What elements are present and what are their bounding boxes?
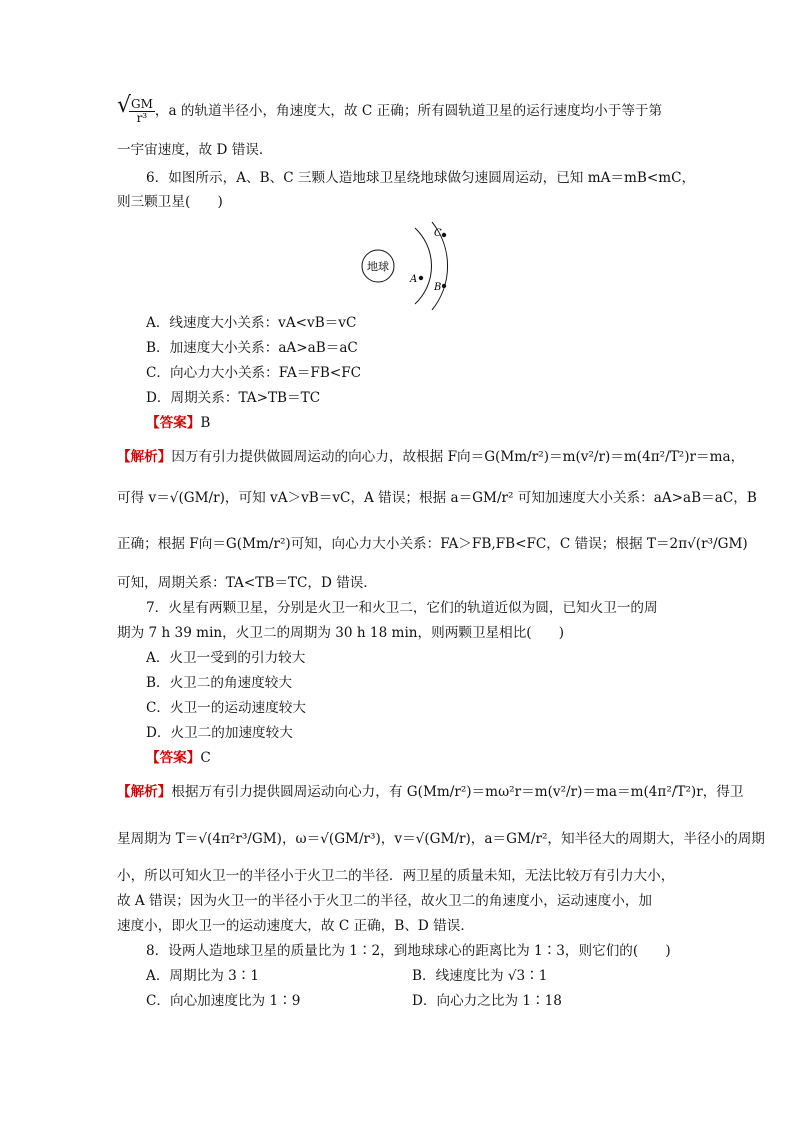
line-2: 一宇宙速度，故 D 错误． bbox=[117, 142, 273, 158]
q8-option-d: D．向心力之比为 1∶18 bbox=[412, 993, 562, 1009]
q6-expl-4: 可知，周期关系：TA<TB＝TC，D 错误． bbox=[117, 575, 377, 591]
q7-expl-2: 星周期为 T＝√(4π²r³/GM)，ω＝√(GM/r³)，v＝√(GM/r)，a＝GM/r²，知半径大的周期大，半径小的周期 bbox=[117, 831, 765, 847]
orbit-a bbox=[415, 228, 432, 304]
q6-stem-1: 6．如图所示，A、B、C 三颗人造地球卫星绕地球做匀速圆周运动，已知 mA＝mB<mC， bbox=[146, 170, 696, 186]
q7-answer bbox=[146, 748, 694, 768]
q7-expl-1 bbox=[117, 782, 744, 802]
q6-option-d: D．周期关系：TA>TB＝TC bbox=[146, 390, 321, 406]
q7-expl-1-text: 根据万有引力提供圆周运动向心力，有 G(Mm/r²)＝mω²r＝m(v²/r)＝ma＝m(4π²/T²)r，得卫 bbox=[171, 784, 744, 800]
q6-answer bbox=[146, 413, 694, 433]
satellite-b bbox=[442, 284, 446, 288]
q8-option-a: A．周期比为 3∶1 bbox=[146, 968, 259, 984]
satellite-c bbox=[442, 233, 446, 237]
q7-option-c: C．火卫一的运动速度较大 bbox=[146, 700, 306, 716]
q7-answer-label: 【答案】 bbox=[146, 750, 201, 766]
q7-expl-4: 故 A 错误；因为火卫一的半径小于火卫二的半径，故火卫二的角速度小，运动速度小，加 bbox=[117, 893, 653, 909]
q6-expl-label: 【解析】 bbox=[117, 449, 172, 465]
q7-option-a: A．火卫一受到的引力较大 bbox=[146, 650, 306, 666]
q6-expl-2: 可得 v＝√(GM/r)，可知 vA＞vB＝vC，A 错误；根据 a＝GM/r² 可知加速度大小关系：aA>aB＝aC，B bbox=[117, 490, 757, 506]
q6-expl-1 bbox=[117, 447, 745, 467]
label-b: B bbox=[434, 282, 442, 293]
sqrt-gm-r3 bbox=[117, 98, 155, 125]
q7-option-d: D．火卫二的加速度较大 bbox=[146, 725, 293, 741]
label-a: A bbox=[410, 274, 418, 285]
q8-stem: 8．设两人造地球卫星的质量比为 1∶2，到地球球心的距离比为 1∶3，则它们的( ) bbox=[146, 943, 671, 959]
q6-expl-1-text: 因万有引力提供做圆周运动的向心力，故根据 F向＝G(Mm/r²)＝m(v²/r)＝m(4π²/T²)r＝ma， bbox=[171, 449, 745, 465]
q6-answer-label: 【答案】 bbox=[146, 415, 201, 431]
satellite-a bbox=[419, 276, 423, 280]
q7-answer-value: C bbox=[200, 750, 211, 766]
label-c: C bbox=[434, 228, 442, 239]
q6-answer-value: B bbox=[200, 415, 211, 431]
q7-stem-1: 7．火星有两颗卫星，分别是火卫一和火卫二，它们的轨道近似为圆，已知火卫一的周 bbox=[146, 600, 658, 616]
q6-option-b: B．加速度大小关系：aA>aB＝aC bbox=[146, 340, 358, 356]
q8-option-c: C．向心加速度比为 1∶9 bbox=[146, 993, 301, 1009]
q7-expl-3: 小，所以可知火卫一的半径小于火卫二的半径．两卫星的质量未知，无法比较万有引力大小， bbox=[117, 868, 675, 884]
q8-option-b: B．线速度比为 √3∶1 bbox=[412, 968, 548, 984]
q6-expl-3: 正确；根据 F向＝G(Mm/r²)可知，向心力大小关系：FA＞FB,FB<FC，C 错误；根据 T＝2π√(r³/GM) bbox=[117, 536, 748, 552]
q6-stem-2: 则三颗卫星( ) bbox=[117, 194, 223, 210]
q7-expl-5: 速度小，即火卫一的运动速度大，故 C 正确，B、D 错误． bbox=[117, 918, 474, 934]
line-1-text: ，a 的轨道半径小，角速度大，故 C 正确；所有圆轨道卫星的运行速度均小于等于第 bbox=[154, 103, 663, 119]
frac-den: r³ bbox=[136, 111, 148, 125]
q6-option-a: A．线速度大小关系：vA<vB＝vC bbox=[146, 315, 357, 331]
q7-expl-label: 【解析】 bbox=[117, 784, 172, 800]
orbit-diagram bbox=[360, 222, 470, 310]
frac-num: √ GM bbox=[131, 97, 153, 111]
q6-option-c: C．向心力大小关系：FA＝FB<FC bbox=[146, 365, 362, 381]
q7-option-b: B．火卫二的角速度较大 bbox=[146, 675, 292, 691]
earth-label: 地球 bbox=[367, 260, 389, 273]
line-1 bbox=[117, 98, 694, 125]
q7-stem-2: 期为 7 h 39 min，火卫二的周期为 30 h 18 min，则两颗卫星相比( ) bbox=[117, 625, 565, 641]
